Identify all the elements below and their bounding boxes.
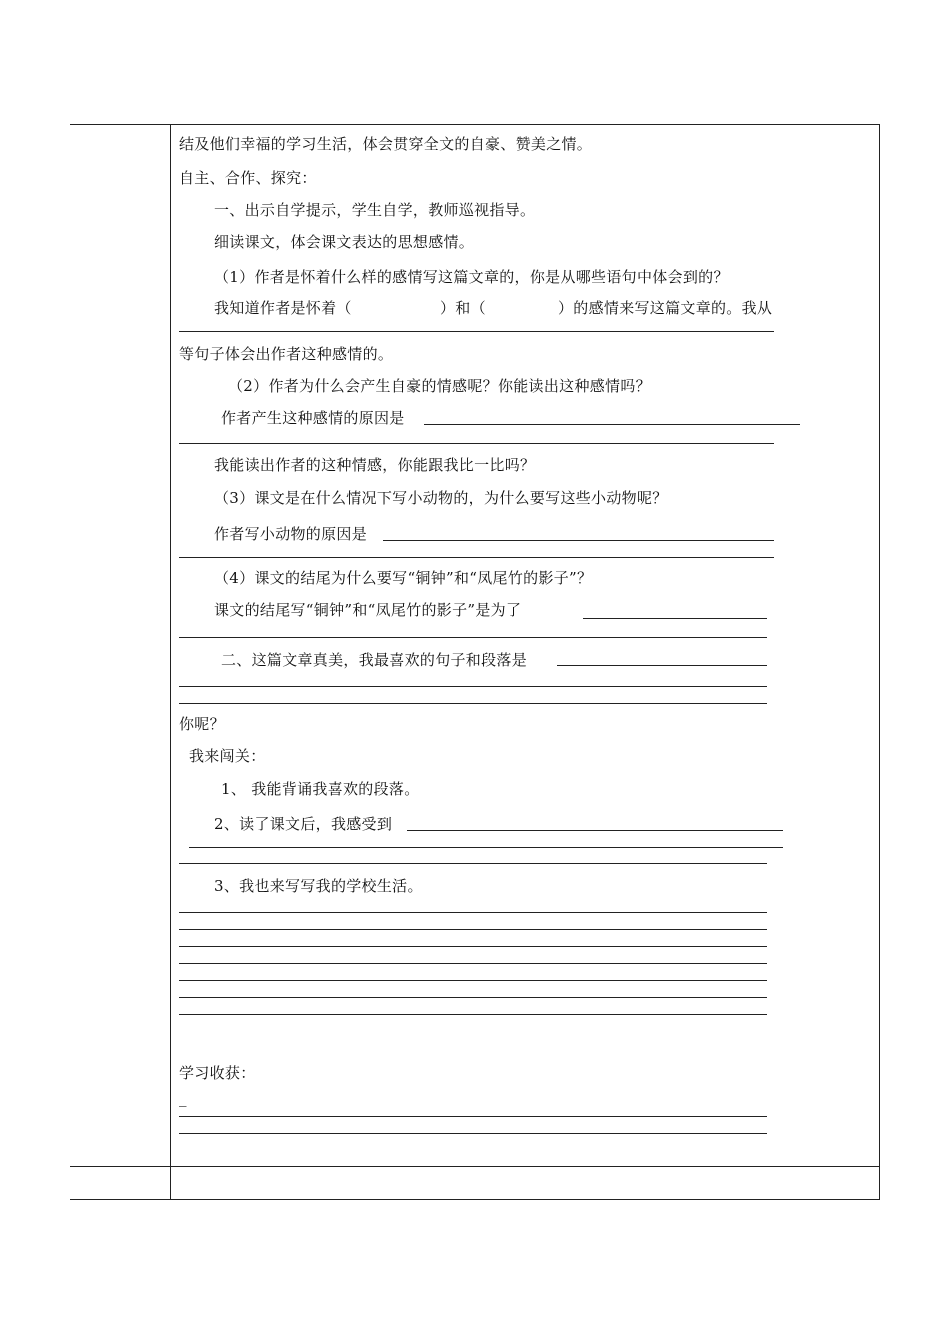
reading-challenge: 我能读出作者的这种情感，你能跟我比一比吗？	[214, 456, 536, 474]
question-1: （1）作者是怀着什么样的感情写这篇文章的，你是从哪些语句中体会到的？	[214, 268, 729, 286]
answer-line[interactable]	[583, 618, 767, 619]
answer-line[interactable]	[179, 557, 774, 558]
intro-line: 结及他们幸福的学习生活，体会贯穿全文的自豪、赞美之情。	[179, 135, 593, 153]
answer-line[interactable]	[179, 703, 767, 704]
writing-line[interactable]	[179, 980, 767, 981]
answer-2-prompt: 作者产生这种感情的原因是	[221, 409, 405, 427]
challenge-item-2: 2、读了课文后，我感受到	[214, 815, 393, 833]
writing-line[interactable]	[179, 963, 767, 964]
read-instruction: 细读课文，体会课文表达的思想感情。	[214, 233, 475, 251]
answer-1-part-a: 我知道作者是怀着（	[214, 299, 352, 317]
answer-4-prompt: 课文的结尾写“铜钟”和“凤尾竹的影子”是为了	[214, 601, 522, 619]
answer-line[interactable]	[383, 540, 774, 541]
learning-gains-heading: 学习收获：	[179, 1064, 256, 1082]
challenge-heading: 我来闯关：	[189, 747, 266, 765]
answer-line[interactable]	[557, 665, 767, 666]
question-3: （3）课文是在什么情况下写小动物的，为什么要写这些小动物呢？	[214, 489, 668, 507]
answer-line[interactable]	[179, 637, 767, 638]
table-row-divider	[70, 1166, 880, 1167]
answer-1-part-c: ）的感情来写这篇文章的。我从	[558, 299, 773, 317]
answer-line[interactable]	[407, 830, 783, 831]
question-you: 你呢？	[179, 715, 225, 733]
answer-1-part-b: ）和（	[440, 299, 486, 317]
writing-line[interactable]	[179, 997, 767, 998]
step-two-prompt: 二、这篇文章真美，我最喜欢的句子和段落是	[221, 651, 528, 669]
challenge-item-3: 3、我也来写写我的学校生活。	[214, 877, 423, 895]
answer-3-prompt: 作者写小动物的原因是	[214, 525, 368, 543]
answer-line[interactable]	[189, 847, 783, 848]
answer-line[interactable]	[179, 686, 767, 687]
table-column-divider	[170, 124, 171, 1200]
question-4: （4）课文的结尾为什么要写“铜钟”和“凤尾竹的影子”？	[214, 569, 593, 587]
table-bottom-border	[70, 1199, 880, 1200]
learning-gains-mark: _	[179, 1089, 187, 1107]
answer-line[interactable]	[179, 443, 774, 444]
answer-line[interactable]	[424, 424, 800, 425]
section-heading-explore: 自主、合作、探究：	[179, 169, 317, 187]
step-one-heading: 一、出示自学提示，学生自学，教师巡视指导。	[214, 201, 536, 219]
question-2: （2）作者为什么会产生自豪的情感呢？你能读出这种感情吗？	[228, 377, 651, 395]
answer-line[interactable]	[179, 863, 767, 864]
answer-1-continuation: 等句子体会出作者这种感情的。	[179, 345, 394, 363]
table-top-border	[70, 124, 880, 125]
writing-line[interactable]	[179, 929, 767, 930]
answer-line[interactable]	[179, 1133, 767, 1134]
answer-line[interactable]	[179, 331, 774, 332]
table-right-border	[879, 124, 880, 1200]
answer-line[interactable]	[179, 1116, 767, 1117]
writing-line[interactable]	[179, 946, 767, 947]
challenge-item-1: 1、 我能背诵我喜欢的段落。	[221, 780, 420, 798]
writing-line[interactable]	[179, 1014, 767, 1015]
writing-line[interactable]	[179, 912, 767, 913]
